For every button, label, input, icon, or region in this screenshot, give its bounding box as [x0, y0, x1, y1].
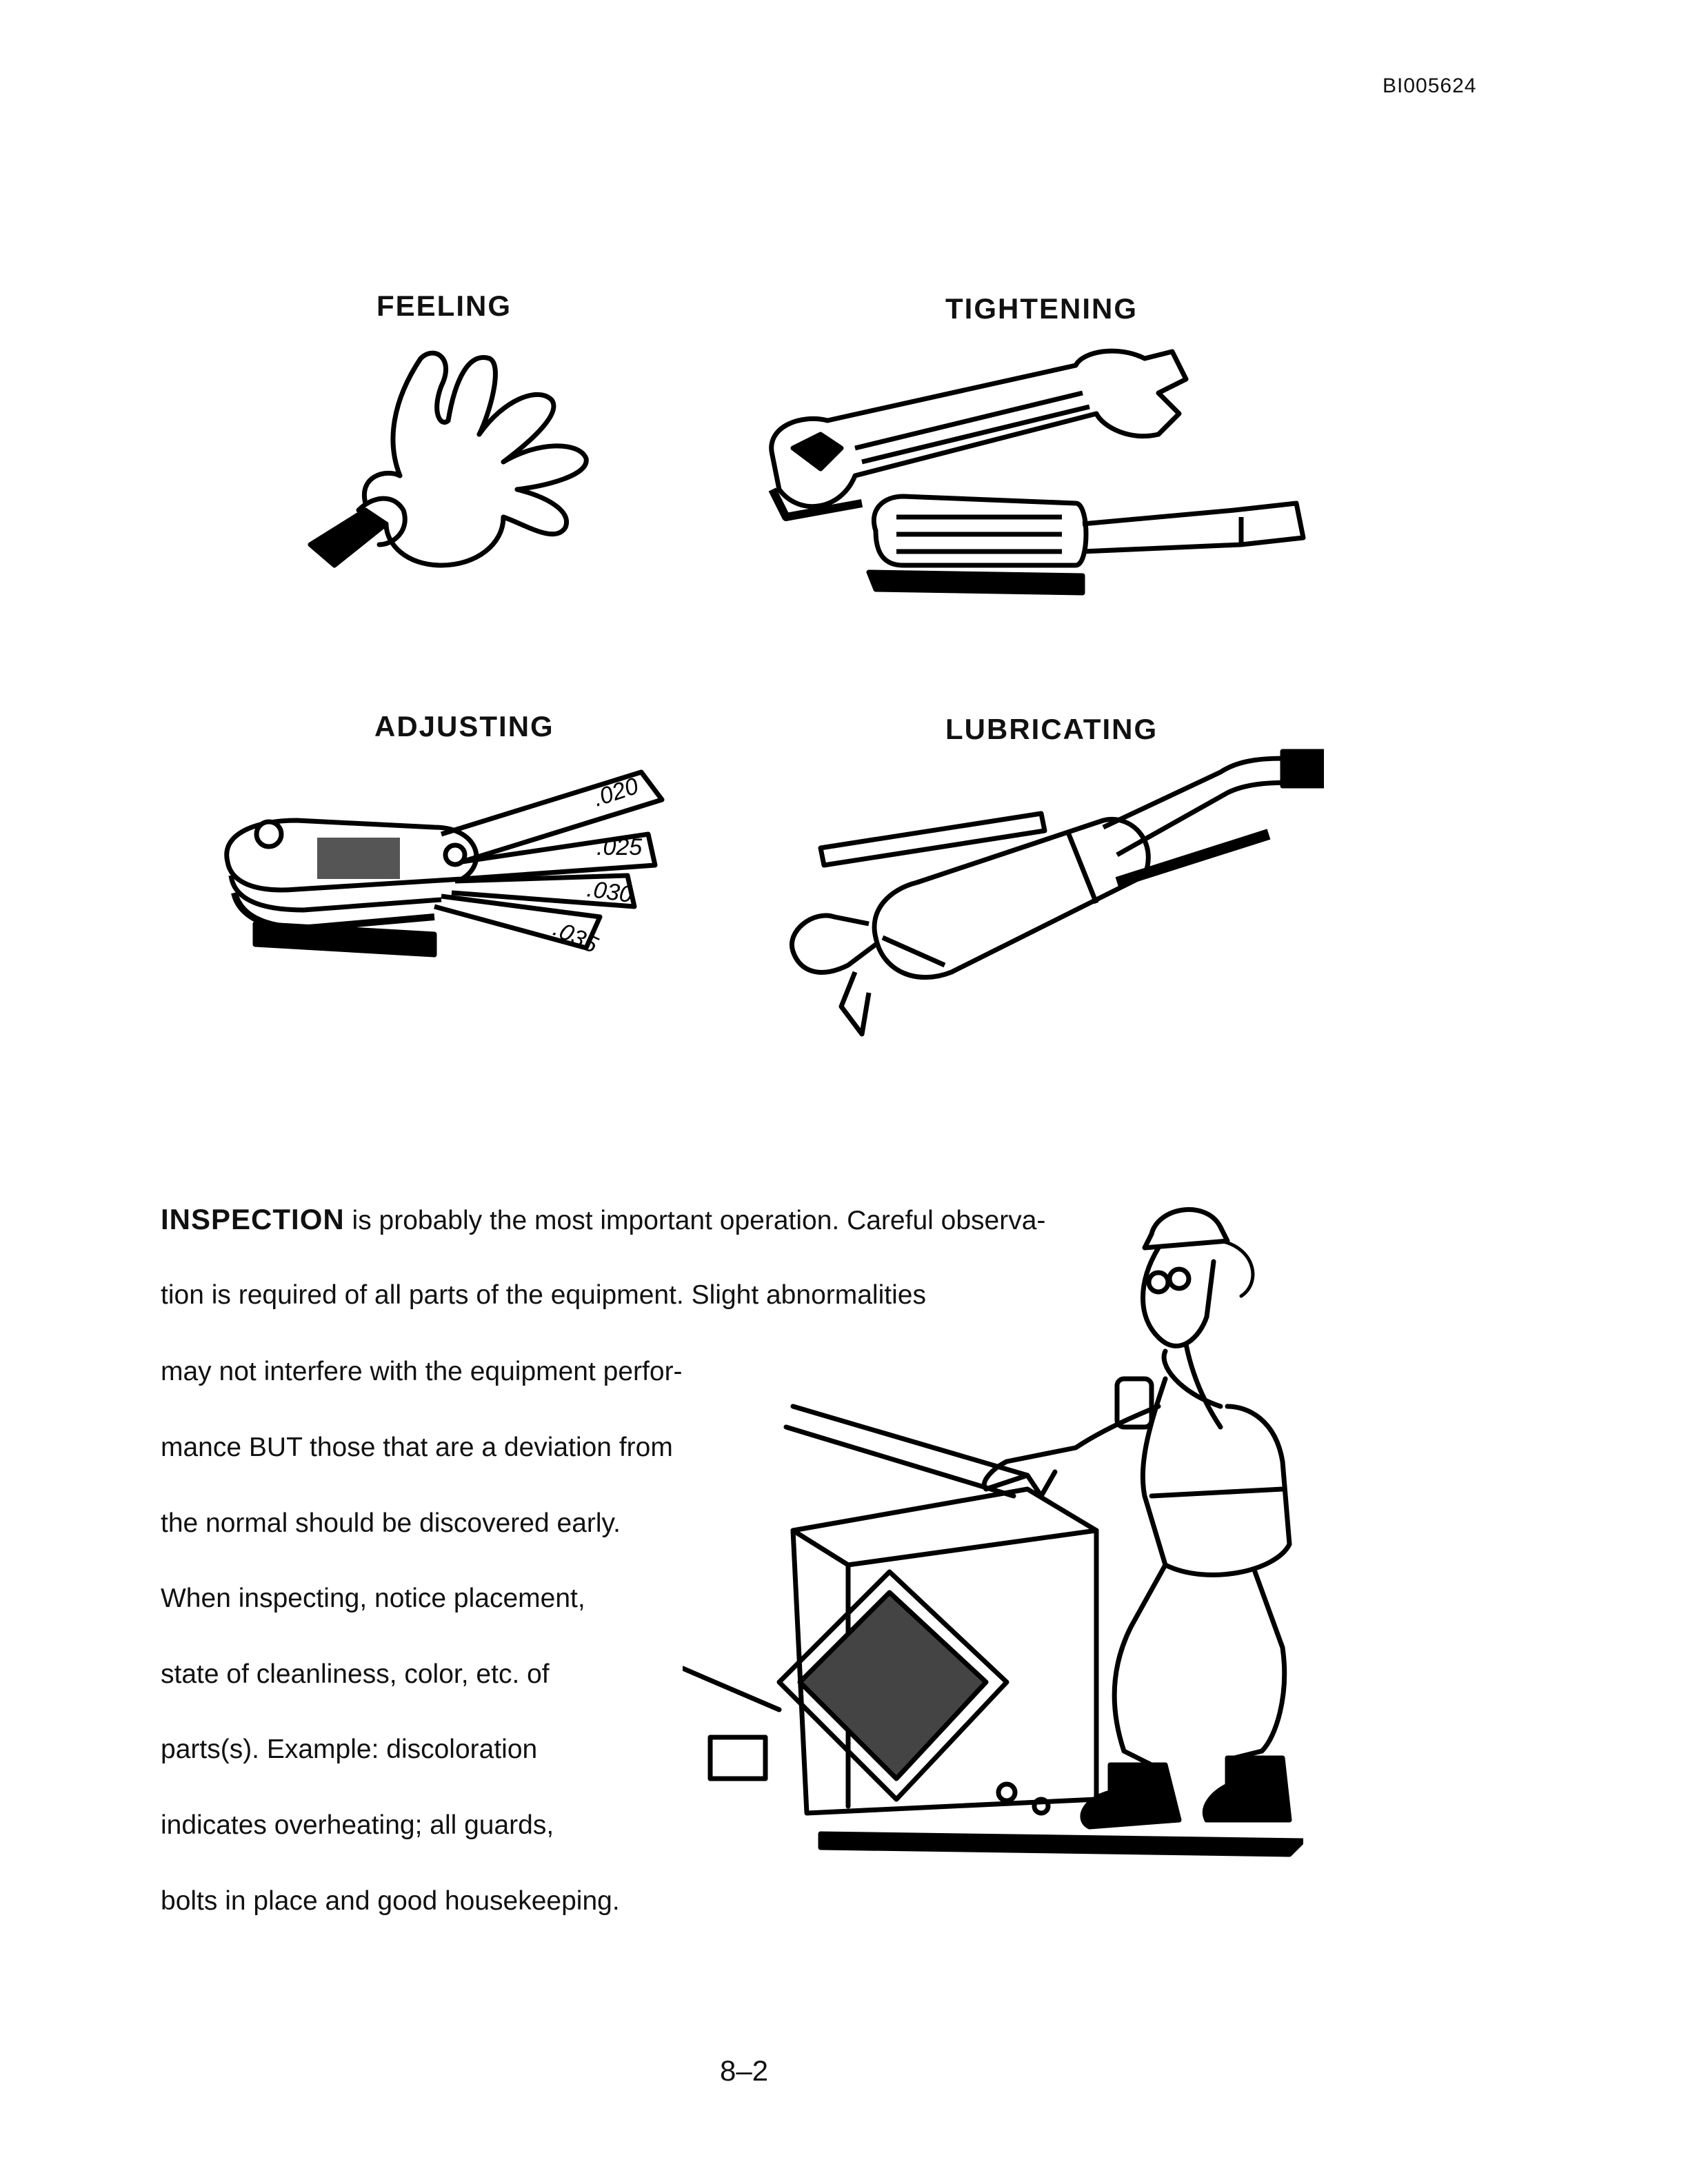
wrench-icon — [772, 351, 1186, 517]
page-number: 8–2 — [720, 2054, 769, 2087]
gauge-blade-4: .035 — [549, 915, 602, 959]
feeler-gauge-icon — [214, 758, 669, 986]
label-tightening: TIGHTENING — [945, 292, 1138, 325]
inspection-line-8: parts(s). Example: discoloration — [161, 1735, 538, 1764]
inspection-line-7: state of cleanliness, color, etc. of — [161, 1659, 550, 1689]
screwdriver-icon — [869, 496, 1303, 593]
inspection-line-10: bolts in place and good housekeeping. — [161, 1886, 620, 1916]
gauge-blade-3: .030 — [585, 876, 634, 909]
inspection-line-9: indicates overheating; all guards, — [161, 1810, 554, 1840]
inspection-line-4: mance BUT those that are a deviation from — [161, 1433, 673, 1462]
label-lubricating: LUBRICATING — [945, 713, 1158, 745]
document-id: BI005624 — [1383, 74, 1477, 97]
inspection-lead: INSPECTION — [161, 1203, 345, 1235]
label-adjusting: ADJUSTING — [374, 710, 554, 742]
inspection-line-1-text: is probably the most important operation. Careful observa- — [344, 1206, 1046, 1235]
inspection-line-2: tion is required of all parts of the equipment. Slight abnormalities — [161, 1280, 926, 1310]
hand-glove-icon — [283, 338, 641, 593]
inspection-line-6: When inspecting, notice placement, — [161, 1584, 585, 1613]
gauge-blade-1: .020 — [590, 773, 642, 812]
tools-illustration — [758, 338, 1331, 614]
inspector-cartoon-icon — [683, 1200, 1303, 1930]
gauge-blade-2: .025 — [596, 834, 643, 860]
label-feeling: FEELING — [376, 290, 512, 322]
inspection-line-3: may not interfere with the equipment perfor- — [161, 1357, 683, 1386]
inspection-line-5: the normal should be discovered early. — [161, 1508, 621, 1538]
grease-gun-icon — [772, 745, 1324, 1089]
